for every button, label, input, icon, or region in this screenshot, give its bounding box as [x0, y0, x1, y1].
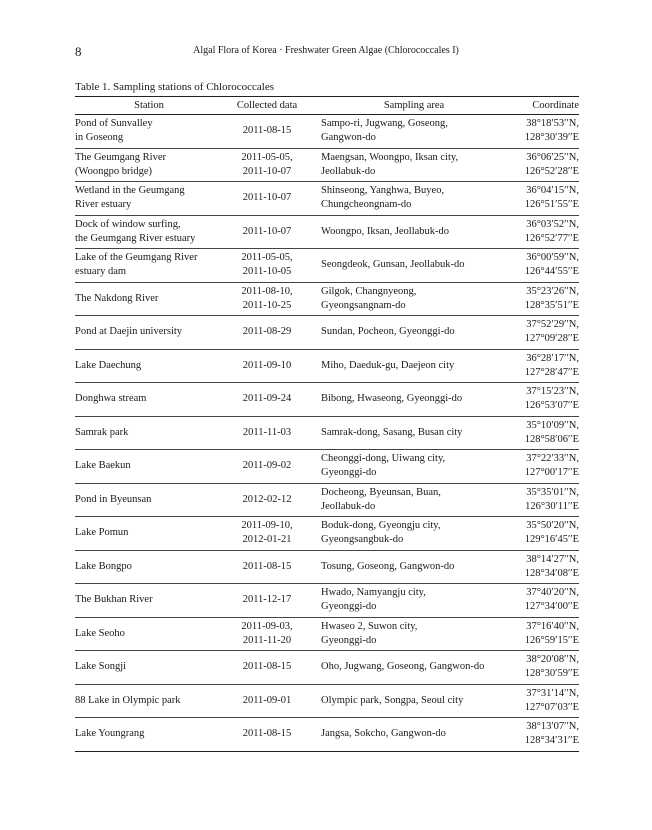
- station-cell-line: Lake Baekun: [75, 460, 131, 472]
- coordinate-cell: [507, 617, 579, 651]
- table-row: [75, 282, 579, 316]
- station-cell-line: 88 Lake in Olympic park: [75, 694, 181, 706]
- table-row: [75, 584, 579, 618]
- sampling-area-cell-line: Boduk-dong, Gyeongju city,: [321, 520, 441, 532]
- collected-date-cell-line: 2011-10-05: [242, 266, 292, 278]
- collected-date-cell-line: 2011-11-03: [242, 426, 292, 438]
- sampling-area-cell: [311, 349, 507, 383]
- station-cell-line: Lake Bongpo: [75, 560, 132, 572]
- station-cell-line: Lake Songji: [75, 661, 127, 673]
- collected-date-cell: [223, 215, 311, 249]
- station-cell: [75, 550, 223, 584]
- collected-date-cell-line: 2011-08-10,: [241, 285, 293, 297]
- sampling-area-cell-line: Tosung, Goseong, Gangwon-do: [321, 560, 455, 572]
- sampling-area-cell-line: Jeollabuk-do: [321, 500, 376, 512]
- station-cell: [75, 349, 223, 383]
- station-cell: [75, 148, 223, 182]
- sampling-area-cell-line: Jeollabuk-do: [321, 165, 376, 177]
- coordinate-cell-line: 36°00′59′′N,: [526, 252, 579, 264]
- sampling-area-cell: [311, 215, 507, 249]
- coordinate-cell: [507, 651, 579, 685]
- collected-date-cell: [223, 450, 311, 484]
- sampling-area-cell-line: Oho, Jugwang, Goseong, Gangwon-do: [321, 661, 485, 673]
- coordinate-cell-line: 128°34′08′′E: [524, 567, 579, 579]
- station-cell: [75, 182, 223, 216]
- sampling-area-cell: [311, 450, 507, 484]
- collected-date-cell-line: 2012-02-12: [242, 493, 292, 505]
- station-cell: [75, 115, 223, 149]
- sampling-area-cell: [311, 617, 507, 651]
- station-cell: [75, 215, 223, 249]
- sampling-area-cell-line: Olympic park, Songpa, Seoul city: [321, 694, 464, 706]
- collected-date-cell-line: 2011-08-15: [242, 560, 292, 572]
- station-cell-line: Lake Daechung: [75, 359, 142, 371]
- coordinate-cell-line: 35°50′20′′N,: [526, 520, 579, 532]
- collected-date-cell-line: 2011-10-07: [242, 192, 292, 204]
- sampling-area-cell-line: Gangwon-do: [321, 132, 376, 144]
- coordinate-cell: [507, 483, 579, 517]
- station-cell-line: Lake Youngrang: [75, 728, 145, 740]
- collected-date-cell: [223, 282, 311, 316]
- coordinate-cell-line: 126°30′11′′E: [525, 500, 579, 512]
- coordinate-cell-line: 36°03′52′′N,: [526, 218, 579, 230]
- sampling-area-cell: [311, 148, 507, 182]
- sampling-area-cell: [311, 718, 507, 752]
- station-cell-line: Lake of the Geumgang River: [75, 252, 198, 264]
- sampling-area-cell: [311, 684, 507, 718]
- coordinate-cell: [507, 517, 579, 551]
- station-cell: [75, 483, 223, 517]
- collected-date-cell-line: 2011-12-17: [242, 594, 292, 606]
- collected-date-cell-line: 2011-09-03,: [241, 620, 293, 632]
- sampling-area-cell-line: Hwaseo 2, Suwon city,: [321, 620, 418, 632]
- station-cell: [75, 316, 223, 350]
- sampling-area-cell-line: Bibong, Hwaseong, Gyeonggi-do: [321, 393, 463, 405]
- sampling-stations-table: [75, 96, 579, 752]
- table-row: [75, 550, 579, 584]
- sampling-area-cell-line: Miho, Daeduk-gu, Daejeon city: [321, 359, 455, 371]
- collected-date-cell-line: 2011-09-24: [242, 393, 292, 405]
- sampling-area-cell-line: Gyeongsangnam-do: [321, 299, 406, 311]
- coordinate-cell: [507, 684, 579, 718]
- coordinate-cell-line: 37°31′14′′N,: [526, 687, 579, 699]
- coordinate-cell-line: 126°53′07′′E: [524, 400, 579, 412]
- station-cell-line: Pond in Byeunsan: [75, 493, 152, 505]
- collected-date-cell: [223, 550, 311, 584]
- column-header-coordinate: Coordinate: [507, 97, 579, 115]
- collected-date-cell: [223, 718, 311, 752]
- coordinate-cell-line: 128°58′06′′E: [524, 433, 579, 445]
- station-cell-line: The Bukhan River: [75, 594, 153, 606]
- collected-date-cell-line: 2011-05-05,: [241, 252, 293, 264]
- coordinate-cell-line: 126°59′15′′E: [524, 634, 579, 646]
- collected-date-cell: [223, 115, 311, 149]
- column-header-sampling-area: Sampling area: [311, 97, 507, 115]
- coordinate-cell-line: 127°34′00′′E: [524, 601, 579, 613]
- collected-date-cell: [223, 617, 311, 651]
- coordinate-cell-line: 38°14′27′′N,: [526, 553, 579, 565]
- collected-date-cell-line: 2011-10-07: [242, 225, 292, 237]
- sampling-area-cell-line: Gyeonggi-do: [321, 467, 377, 479]
- sampling-area-cell-line: Shinseong, Yanghwa, Buyeo,: [321, 185, 445, 197]
- coordinate-cell-line: 128°30′39′′E: [524, 132, 579, 144]
- sampling-area-cell-line: Woongpo, Iksan, Jeollabuk-do: [321, 225, 450, 237]
- collected-date-cell-line: 2011-08-29: [242, 326, 292, 338]
- station-cell: [75, 282, 223, 316]
- collected-date-cell-line: 2011-09-10,: [241, 520, 293, 532]
- station-cell: [75, 684, 223, 718]
- collected-date-cell-line: 2011-09-10: [242, 359, 292, 371]
- table-header: [75, 97, 579, 115]
- collected-date-cell-line: 2011-08-15: [242, 661, 292, 673]
- table-row: [75, 383, 579, 417]
- table-row: [75, 316, 579, 350]
- collected-date-cell-line: 2011-08-15: [242, 125, 292, 137]
- station-cell: [75, 249, 223, 283]
- sampling-area-cell-line: Sundan, Pocheon, Gyeonggi-do: [321, 326, 455, 338]
- sampling-area-cell-line: Sampo-ri, Jugwang, Goseong,: [321, 118, 448, 130]
- sampling-area-cell-line: Docheong, Byeunsan, Buan,: [321, 486, 441, 498]
- collected-date-cell: [223, 584, 311, 618]
- table-row: [75, 249, 579, 283]
- sampling-area-cell-line: Gyeonggi-do: [321, 601, 377, 613]
- table-row: [75, 349, 579, 383]
- coordinate-cell-line: 126°51′55′′E: [524, 199, 579, 211]
- sampling-area-cell: [311, 651, 507, 685]
- collected-date-cell-line: 2011-09-02: [242, 460, 292, 472]
- collected-date-cell: [223, 684, 311, 718]
- collected-date-cell: [223, 483, 311, 517]
- station-cell: [75, 383, 223, 417]
- table-caption: Table 1. Sampling stations of Chlorococcales: [75, 81, 275, 93]
- collected-date-cell-line: 2012-01-21: [242, 534, 292, 546]
- table-row: [75, 416, 579, 450]
- sampling-area-cell: [311, 517, 507, 551]
- sampling-area-cell-line: Chungcheongnam-do: [321, 199, 412, 211]
- coordinate-cell-line: 37°40′20′′N,: [526, 587, 579, 599]
- sampling-area-cell: [311, 316, 507, 350]
- sampling-area-cell: [311, 383, 507, 417]
- station-cell-line: The Geumgang River: [75, 151, 166, 163]
- station-cell-line: estuary dam: [75, 266, 127, 278]
- coordinate-cell-line: 126°52′28′′E: [524, 165, 579, 177]
- collected-date-cell-line: 2011-10-25: [242, 299, 292, 311]
- station-cell-line: River estuary: [75, 199, 132, 211]
- table-row: [75, 215, 579, 249]
- station-cell: [75, 450, 223, 484]
- coordinate-cell-line: 36°28′17′′N,: [526, 352, 579, 364]
- coordinate-cell: [507, 249, 579, 283]
- table-row: [75, 450, 579, 484]
- coordinate-cell-line: 38°18′53′′N,: [526, 118, 579, 130]
- station-cell-line: in Goseong: [75, 132, 124, 144]
- coordinate-cell-line: 37°15′23′′N,: [526, 386, 579, 398]
- collected-date-cell: [223, 517, 311, 551]
- table-row: [75, 182, 579, 216]
- sampling-area-cell-line: Seongdeok, Gunsan, Jeollabuk-do: [321, 259, 465, 271]
- coordinate-cell: [507, 115, 579, 149]
- column-header-collected-data: Collected data: [223, 97, 311, 115]
- coordinate-cell-line: 128°30′59′′E: [524, 668, 579, 680]
- coordinate-cell-line: 127°00′17′′E: [524, 467, 579, 479]
- table-row: [75, 651, 579, 685]
- sampling-area-cell-line: Hwado, Namyangju city,: [321, 587, 426, 599]
- station-cell-line: The Nakdong River: [75, 292, 159, 304]
- coordinate-cell-line: 128°34′31′′E: [524, 735, 579, 747]
- coordinate-cell-line: 37°52′29′′N,: [526, 319, 579, 331]
- coordinate-cell: [507, 282, 579, 316]
- coordinate-cell: [507, 349, 579, 383]
- sampling-area-cell-line: Gilgok, Changnyeong,: [321, 285, 417, 297]
- coordinate-cell: [507, 450, 579, 484]
- collected-date-cell: [223, 383, 311, 417]
- collected-date-cell: [223, 651, 311, 685]
- coordinate-cell: [507, 416, 579, 450]
- coordinate-cell-line: 36°04′15′′N,: [526, 185, 579, 197]
- collected-date-cell: [223, 349, 311, 383]
- collected-date-cell: [223, 182, 311, 216]
- coordinate-cell-line: 127°09′28′′E: [524, 333, 579, 345]
- coordinate-cell: [507, 550, 579, 584]
- station-cell-line: Lake Pomun: [75, 527, 129, 539]
- table-row: [75, 148, 579, 182]
- column-header-station: Station: [75, 97, 223, 115]
- table-row: [75, 483, 579, 517]
- sampling-area-cell: [311, 584, 507, 618]
- station-cell-line: Dock of window surfing,: [75, 218, 181, 230]
- running-title: Algal Flora of Korea · Freshwater Green Algae (Chlorococcales I): [193, 45, 459, 56]
- table-header-row: [75, 97, 579, 115]
- sampling-area-cell: [311, 550, 507, 584]
- coordinate-cell-line: 37°22′33′′N,: [526, 453, 579, 465]
- station-cell-line: Pond at Daejin university: [75, 326, 183, 338]
- table-row: [75, 684, 579, 718]
- collected-date-cell-line: 2011-09-01: [242, 694, 292, 706]
- station-cell: [75, 617, 223, 651]
- coordinate-cell-line: 37°16′40′′N,: [526, 620, 579, 632]
- sampling-area-cell: [311, 483, 507, 517]
- station-cell-line: Pond of Sunvalley: [75, 118, 153, 130]
- sampling-area-cell: [311, 416, 507, 450]
- station-cell-line: the Geumgang River estuary: [75, 232, 196, 244]
- coordinate-cell-line: 127°07′03′′E: [524, 701, 579, 713]
- coordinate-cell-line: 128°35′51′′E: [524, 299, 579, 311]
- coordinate-cell-line: 38°13′07′′N,: [526, 721, 579, 733]
- station-cell: [75, 416, 223, 450]
- coordinate-cell-line: 129°16′45′′E: [524, 534, 579, 546]
- collected-date-cell: [223, 249, 311, 283]
- sampling-area-cell: [311, 182, 507, 216]
- station-cell: [75, 718, 223, 752]
- coordinate-cell: [507, 584, 579, 618]
- sampling-area-cell-line: Maengsan, Woongpo, Iksan city,: [321, 151, 459, 163]
- sampling-area-cell: [311, 115, 507, 149]
- page-number: 8: [75, 44, 82, 59]
- table-row: [75, 617, 579, 651]
- collected-date-cell-line: 2011-10-07: [242, 165, 292, 177]
- sampling-area-cell-line: Samrak-dong, Sasang, Busan city: [321, 426, 463, 438]
- coordinate-cell-line: 38°20′08′′N,: [526, 654, 579, 666]
- coordinate-cell: [507, 383, 579, 417]
- station-cell-line: Lake Seoho: [75, 627, 125, 639]
- coordinate-cell-line: 126°52′77′′E: [524, 232, 579, 244]
- coordinate-cell-line: 126°44′55′′E: [524, 266, 579, 278]
- coordinate-cell: [507, 316, 579, 350]
- sampling-area-cell-line: Gyeonggi-do: [321, 634, 377, 646]
- station-cell-line: Wetland in the Geumgang: [75, 185, 185, 197]
- station-cell: [75, 584, 223, 618]
- station-cell: [75, 651, 223, 685]
- collected-date-cell: [223, 148, 311, 182]
- coordinate-cell-line: 35°10′09′′N,: [526, 419, 579, 431]
- table-body: [75, 115, 579, 752]
- coordinate-cell-line: 36°06′25′′N,: [526, 151, 579, 163]
- station-cell: [75, 517, 223, 551]
- collected-date-cell: [223, 316, 311, 350]
- coordinate-cell: [507, 182, 579, 216]
- station-cell-line: Donghwa stream: [75, 393, 147, 405]
- station-cell-line: Samrak park: [75, 426, 129, 438]
- table-row: [75, 718, 579, 752]
- table-row: [75, 517, 579, 551]
- coordinate-cell: [507, 215, 579, 249]
- collected-date-cell: [223, 416, 311, 450]
- coordinate-cell-line: 35°35′01′′N,: [526, 486, 579, 498]
- sampling-area-cell: [311, 249, 507, 283]
- coordinate-cell-line: 127°28′47′′E: [524, 366, 579, 378]
- table-row: [75, 115, 579, 149]
- collected-date-cell-line: 2011-05-05,: [241, 151, 293, 163]
- sampling-area-cell-line: Jangsa, Sokcho, Gangwon-do: [321, 728, 446, 740]
- sampling-area-cell-line: Gyeongsangbuk-do: [321, 534, 404, 546]
- coordinate-cell: [507, 718, 579, 752]
- sampling-area-cell: [311, 282, 507, 316]
- coordinate-cell: [507, 148, 579, 182]
- coordinate-cell-line: 35°23′26′′N,: [526, 285, 579, 297]
- collected-date-cell-line: 2011-11-20: [242, 634, 292, 646]
- sampling-area-cell-line: Cheonggi-dong, Uiwang city,: [321, 453, 446, 465]
- collected-date-cell-line: 2011-08-15: [242, 728, 292, 740]
- station-cell-line: (Woongpo bridge): [75, 165, 153, 177]
